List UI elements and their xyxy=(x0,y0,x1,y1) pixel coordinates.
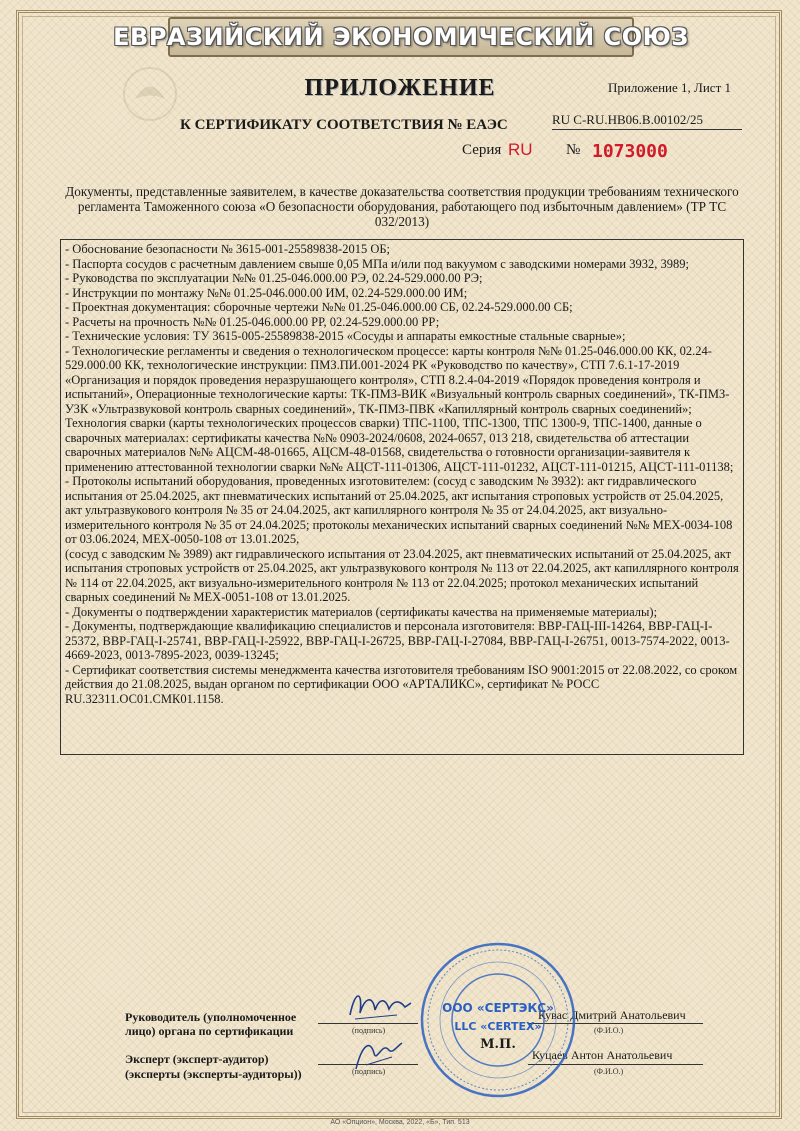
head-signature-icon xyxy=(345,985,415,1025)
list-item: - Технические условия: ТУ 3615-005-25589838-2015 «Сосуды и аппараты емкостные стальные сварные»; xyxy=(65,329,626,343)
list-item: (сосуд с заводским № 3989) акт гидравлического испытания от 23.04.2025, акт пневматических испытаний от 25.04.2025, акт испытания строповых устройств от 25.04.2025, акт ультразвукового контроля № 113 от 22.04.2025, акт капиллярного контроля № 114 от 22.04.2025, акт визуально-измерительного контроля № 113 от 22.04.2025; протокол механических испытаний сварных соединений № МЕХ-0051-108 от 13.01.2025. xyxy=(65,546,739,604)
certificate-number: RU C-RU.HB06.B.00102/25 xyxy=(552,112,742,130)
list-item: - Проектная документация: сборочные чертежи №№ 01.25-046.000.00 СБ, 02.24-529.000.00 СБ; xyxy=(65,300,573,314)
certificate-subtitle: К СЕРТИФИКАТУ СООТВЕТСТВИЯ № ЕАЭС xyxy=(180,117,508,133)
documents-list xyxy=(60,239,744,755)
list-item: - Документы о подтверждении характеристик материалов (сертификаты качества на применяемые материалы); xyxy=(65,604,658,619)
expert-signature-icon xyxy=(348,1035,408,1075)
expert-label-line1: Эксперт (эксперт-аудитор) xyxy=(125,1052,269,1066)
stamp-text-line1: ООО «СЕРТЭКС» xyxy=(442,1001,554,1015)
head-label-line1: Руководитель (уполномоченное xyxy=(125,1010,297,1024)
list-item: - Документы, подтверждающие квалификацию специалистов и персонала изготовителя: ВВР-ГАЦ-III-14264, ВВР-ГАЦ-I-25372, ВВР-ГАЦ-I-25741, ВВР-ГАЦ-I-25922, ВВР-ГАЦ-I-26725, ВВР-ГАЦ-I-27084, ВВР-ГАЦ-I-26751, 0013-7574-2022, 0013-4669-2023, 0013-7895-2023, 0039-13245; xyxy=(65,619,730,662)
list-item: - Сертификат соответствия системы менеджмента качества изготовителя требованиям ISO 9001:2015 от 22.08.2022, со сроком действия до 21.08.2025, выдан органом по сертификации ООО «АРТАЛИКС», сертификат № РОСС RU.32311.ОС01.СМК01.1158. xyxy=(65,662,738,706)
list-item: - Технологические регламенты и сведения о технологическом процессе: карты контроля №№ 01.25-046.000.00 КК, 02.24-529.000.00 КК, технологические инструкции: ПМЗ.ПИ.001-2024 РК «Руководство по качеству», СТП 7.6.1-17-2019 «Организация и порядок проведения неразрушающего контроля», СТП 8.2.4-04-2019 «Порядок проведения контроля и испытаний», Операционные технологические карты: ТК-ПМЗ-ВИК «Визуальный контроль сварных соединений», ТК-ПМЗ-УЗК «Ультразвуковой контроль сварных соединений», ТК-ПМЗ-ПВК «Капиллярный контроль сварных соединений»; Технология сварки (карты технологических процессов сварки) ТПС-1100, ТПС-1300, ТПС 1300-9, ТПС-1400, данные о сварочных материалах: сертификаты качества №№ 0903-2024/0608, 2024-0657, 013 218, свидетельства об аттестации сварочных материалов №№ АЦСМ-48-01665, АЦСМ-48-01568, свидетельства о готовности организации-заявителя к применению аттестованной технологии сварки №№ АЦСТ-111-01306, АЦСТ-111-01232, АЦСТ-111-01215, АЦСТ-111-01138; xyxy=(65,343,734,474)
form-number: 1073000 xyxy=(592,141,668,162)
list-item: - Инструкции по монтажу №№ 01.25-046.000.00 ИМ, 02.24-529.000.00 ИМ; xyxy=(65,285,468,300)
page-title: ПРИЛОЖЕНИЕ xyxy=(304,75,496,101)
series-value: RU xyxy=(508,140,533,159)
head-sign-caption: (подпись) xyxy=(352,1026,386,1035)
expert-name-caption: (Ф.И.О.) xyxy=(594,1067,624,1076)
banner-union-name: ЕВРАЗИЙСКИЙ ЭКОНОМИЧЕСКИЙ СОЮЗ xyxy=(168,17,634,57)
expert-label-line2: (эксперты (эксперты-аудиторы)) xyxy=(125,1067,302,1081)
appendix-reference: Приложение 1, Лист 1 xyxy=(608,80,731,95)
head-name-caption: (Ф.И.О.) xyxy=(594,1026,624,1035)
list-item: - Обоснование безопасности № 3615-001-25589838-2015 ОБ; xyxy=(65,242,391,256)
head-name: Кувас Дмитрий Анатольевич xyxy=(538,1008,686,1022)
number-label: № xyxy=(566,142,581,158)
expert-name: Куцаев Антон Анатольевич xyxy=(532,1048,673,1062)
certification-seal-icon xyxy=(418,940,578,1100)
list-item: - Расчеты на прочность №№ 01.25-046.000.00 РР, 02.24-529.000.00 РР; xyxy=(65,314,440,329)
list-item: - Протоколы испытаний оборудования, проведенных изготовителем: (сосуд с заводским № 3932): акт гидравлического испытания от 25.04.2025, акт пневматических испытаний от 25.04.2025, акт испытания строповых устройств от 25.04.2025, акт ультразвукового контроля № 35 от 24.04.2025, акт капиллярного контроля № 35 от 24.04.2025, акт визуально-измерительного контроля № 35 от 24.04.2025; протоколы механических испытаний сварных соединений №№ МЕХ-0034-108 от 03.06.2024, МЕХ-0050-108 от 13.01.2025, xyxy=(65,474,733,546)
list-item: - Паспорта сосудов с расчетным давлением свыше 0,05 МПа и/или под вакуумом с заводскими номерами 3932, 3989; xyxy=(65,256,689,271)
expert-sign-caption: (подпись) xyxy=(352,1067,386,1076)
list-item: - Руководства по эксплуатации №№ 01.25-046.000.00 РЭ, 02.24-529.000.00 РЭ; xyxy=(65,271,483,285)
printer-info: АО «Опцион», Москва, 2022, «Б», Тип. 513 xyxy=(330,1119,470,1126)
series-label: Серия xyxy=(462,142,502,158)
intro-text: Документы, представленные заявителем, в качестве доказательства соответствия продукции требованиям технического регламента Таможенного союза «О безопасности оборудования, работающего под избыточным давлением» (ТР ТС 032/2013) xyxy=(65,184,739,229)
head-label-line2: лицо) органа по сертификации xyxy=(125,1024,294,1038)
stamp-mp: М.П. xyxy=(480,1037,516,1052)
stamp-text-line2: LLC «CERTEX» xyxy=(454,1020,542,1033)
